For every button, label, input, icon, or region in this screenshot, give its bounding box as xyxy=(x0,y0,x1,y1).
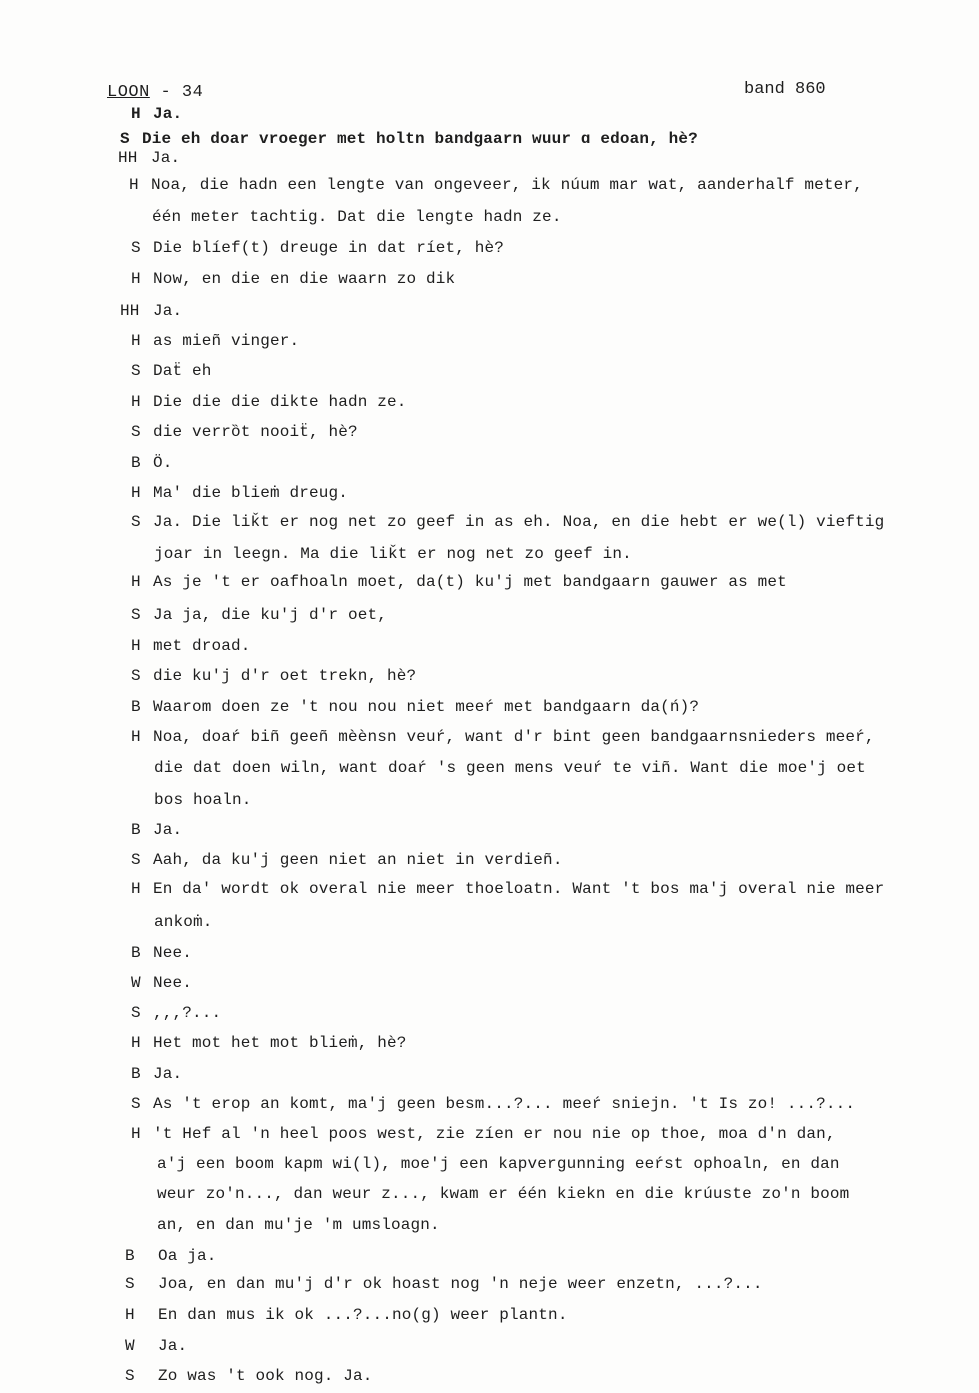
utterance-text: Ja. Die liǩt er nog net zo geef in as eh. Noa, en die hebt er we(l) vieftig xyxy=(153,513,885,531)
speaker-label: HH xyxy=(120,302,140,320)
transcript-line xyxy=(131,361,212,381)
transcript-line xyxy=(125,1336,187,1356)
utterance-text: Ja. xyxy=(153,821,183,839)
transcript-line xyxy=(131,483,348,503)
speaker-label: S xyxy=(131,362,141,380)
utterance-continuation: één meter tachtig. Dat die lengte hadn ze. xyxy=(152,208,562,226)
transcript-line xyxy=(131,1064,182,1084)
transcript-line xyxy=(131,331,299,351)
utterance-text: Nee. xyxy=(153,974,193,992)
transcript-line xyxy=(131,104,182,124)
transcript-line xyxy=(131,1124,836,1144)
utterance-text: As 't erop an komt, ma'j geen besm...?... meeŕ sniejn. 't Is zo! ...?... xyxy=(153,1095,856,1113)
utterance-text: Ja. xyxy=(153,1065,183,1083)
utterance-text: En dan mus ik ok ...?...no(g) weer plantn. xyxy=(158,1306,568,1324)
utterance-text: Ja. xyxy=(151,149,181,167)
speaker-label: S xyxy=(131,1095,141,1113)
transcript-line xyxy=(131,605,387,625)
transcript-line xyxy=(120,301,182,321)
speaker-label: B xyxy=(125,1247,135,1265)
transcript-line xyxy=(125,1274,763,1294)
utterance-text: Die blíef(t) dreuge in dat ríet, hè? xyxy=(153,239,505,257)
utterance-text: As je 't er oafhoaln moet, da(t) ku'j met bandgaarn gauwer as met xyxy=(153,573,787,591)
speaker-label: H xyxy=(131,728,141,746)
transcript-line xyxy=(131,820,182,840)
utterance-continuation: an, en dan mu'je 'm umsloagn. xyxy=(157,1216,440,1234)
speaker-label: H xyxy=(131,484,141,502)
speaker-label: S xyxy=(131,851,141,869)
speaker-label: H xyxy=(131,1125,141,1143)
speaker-label: S xyxy=(131,1004,141,1022)
transcript-line xyxy=(131,512,884,532)
utterance-text: Ma' die blieṁ dreug. xyxy=(153,484,349,502)
transcript-line xyxy=(131,697,699,717)
transcript-line xyxy=(131,1033,407,1053)
speaker-label: H xyxy=(131,332,141,350)
utterance-text: Aah, da ku'j geen niet an niet in verdieñ. xyxy=(153,851,563,869)
utterance-continuation: die dat doen wiln, want doaŕ 's geen mens veuŕ te viñ. Want die moe'j oet xyxy=(154,759,866,777)
speaker-label: S xyxy=(131,667,141,685)
speaker-label: S xyxy=(125,1367,135,1385)
utterance-text: Noa, die hadn een lengte van ongeveer, ik núum mar wat, aanderhalf meter, xyxy=(151,176,863,194)
utterance-text: Nee. xyxy=(153,944,193,962)
utterance-text: Joa, en dan mu'j d'r ok hoast nog 'n neje weer enzetn, ...?... xyxy=(158,1275,763,1293)
utterance-text: Het mot het mot blieṁ, hè? xyxy=(153,1034,407,1052)
transcript-line xyxy=(125,1246,217,1266)
utterance-text: die verrȍt nooiẗ, hè? xyxy=(153,423,358,441)
speaker-label: B xyxy=(131,1065,141,1083)
speaker-label: H xyxy=(131,105,141,123)
transcript-line xyxy=(125,1305,568,1325)
speaker-label: S xyxy=(125,1275,135,1293)
speaker-label: S xyxy=(131,513,141,531)
transcript-line xyxy=(125,1366,373,1386)
band-label: band 860 xyxy=(744,80,826,99)
transcript-line xyxy=(131,572,787,592)
speaker-label: H xyxy=(129,176,139,194)
utterance-text: Noa, doaŕ biñ geeñ mèènsn veuŕ, want d'r bint geen bandgaarnsnieders meeŕ, xyxy=(153,728,875,746)
transcript-line xyxy=(131,879,884,899)
speaker-label: H xyxy=(131,270,141,288)
transcript-line xyxy=(131,392,407,412)
speaker-label: H xyxy=(125,1306,135,1324)
utterance-text: Ja. xyxy=(153,105,183,123)
speaker-label: S xyxy=(120,130,130,148)
utterance-text: Zo was 't ook nog. Ja. xyxy=(158,1367,373,1385)
speaker-label: H xyxy=(131,637,141,655)
speaker-label: S xyxy=(131,239,141,257)
transcript-line xyxy=(131,943,192,963)
utterance-continuation: ankoṁ. xyxy=(154,913,213,931)
speaker-label: B xyxy=(131,821,141,839)
transcript-line xyxy=(131,238,504,258)
speaker-label: H xyxy=(131,1034,141,1052)
transcript-line xyxy=(131,973,192,993)
transcript-line xyxy=(131,1094,855,1114)
speaker-label: W xyxy=(125,1337,135,1355)
speaker-label: H xyxy=(131,393,141,411)
utterance-text: 't Hef al 'n heel poos west, zie zíen er nou nie op thoe, moa d'n dan, xyxy=(153,1125,836,1143)
utterance-text: Die eh doar vroeger met holtn bandgaarn wuur ɑ edoan, hè? xyxy=(142,130,698,148)
utterance-text: Ja. xyxy=(153,302,183,320)
speaker-label: HH xyxy=(118,149,138,167)
transcript-line xyxy=(131,1003,221,1023)
utterance-text: Ja. xyxy=(158,1337,188,1355)
utterance-text: Die die die dikte hadn ze. xyxy=(153,393,407,411)
utterance-text: Now, en die en die waarn zo dik xyxy=(153,270,456,288)
transcript-line xyxy=(131,666,416,686)
page-number: - 34 xyxy=(149,83,204,102)
transcript-line xyxy=(131,727,875,747)
utterance-text: Waarom doen ze 't nou nou niet meeŕ met bandgaarn da(ń)? xyxy=(153,698,700,716)
transcript-line xyxy=(131,850,563,870)
utterance-text: Ö. xyxy=(153,454,173,472)
utterance-text: Daẗ eh xyxy=(153,362,212,380)
place-code: LOON xyxy=(107,83,150,102)
transcript-line xyxy=(120,129,698,149)
utterance-text: as mieñ vinger. xyxy=(153,332,300,350)
transcript-line xyxy=(118,148,180,168)
transcript-line xyxy=(131,453,173,473)
utterance-continuation: joar in leegn. Ma die liǩt er nog net zo geef in. xyxy=(154,545,632,563)
utterance-text: En da' wordt ok overal nie meer thoeloatn. Want 't bos ma'j overal nie meer xyxy=(153,880,885,898)
utterance-text: Ja ja, die ku'j d'r oet, xyxy=(153,606,388,624)
speaker-label: B xyxy=(131,698,141,716)
speaker-label: H xyxy=(131,880,141,898)
speaker-label: S xyxy=(131,423,141,441)
utterance-continuation: a'j een boom kapm wi(l), moe'j een kapvergunning eeŕst ophoaln, en dan xyxy=(157,1155,840,1173)
utterance-text: die ku'j d'r oet trekn, hè? xyxy=(153,667,417,685)
transcript-line xyxy=(131,269,455,289)
transcript-line xyxy=(131,636,251,656)
transcript-line xyxy=(129,175,863,195)
speaker-label: H xyxy=(131,573,141,591)
utterance-text: met droad. xyxy=(153,637,251,655)
utterance-text: ,,,?... xyxy=(153,1004,222,1022)
utterance-continuation: bos hoaln. xyxy=(154,791,252,809)
utterance-text: Oa ja. xyxy=(158,1247,217,1265)
speaker-label: B xyxy=(131,944,141,962)
speaker-label: S xyxy=(131,606,141,624)
speaker-label: B xyxy=(131,454,141,472)
transcript-line xyxy=(131,422,358,442)
utterance-continuation: weur zo'n..., dan weur z..., kwam er één kiekn en die krúuste zo'n boom xyxy=(157,1185,850,1203)
speaker-label: W xyxy=(131,974,141,992)
